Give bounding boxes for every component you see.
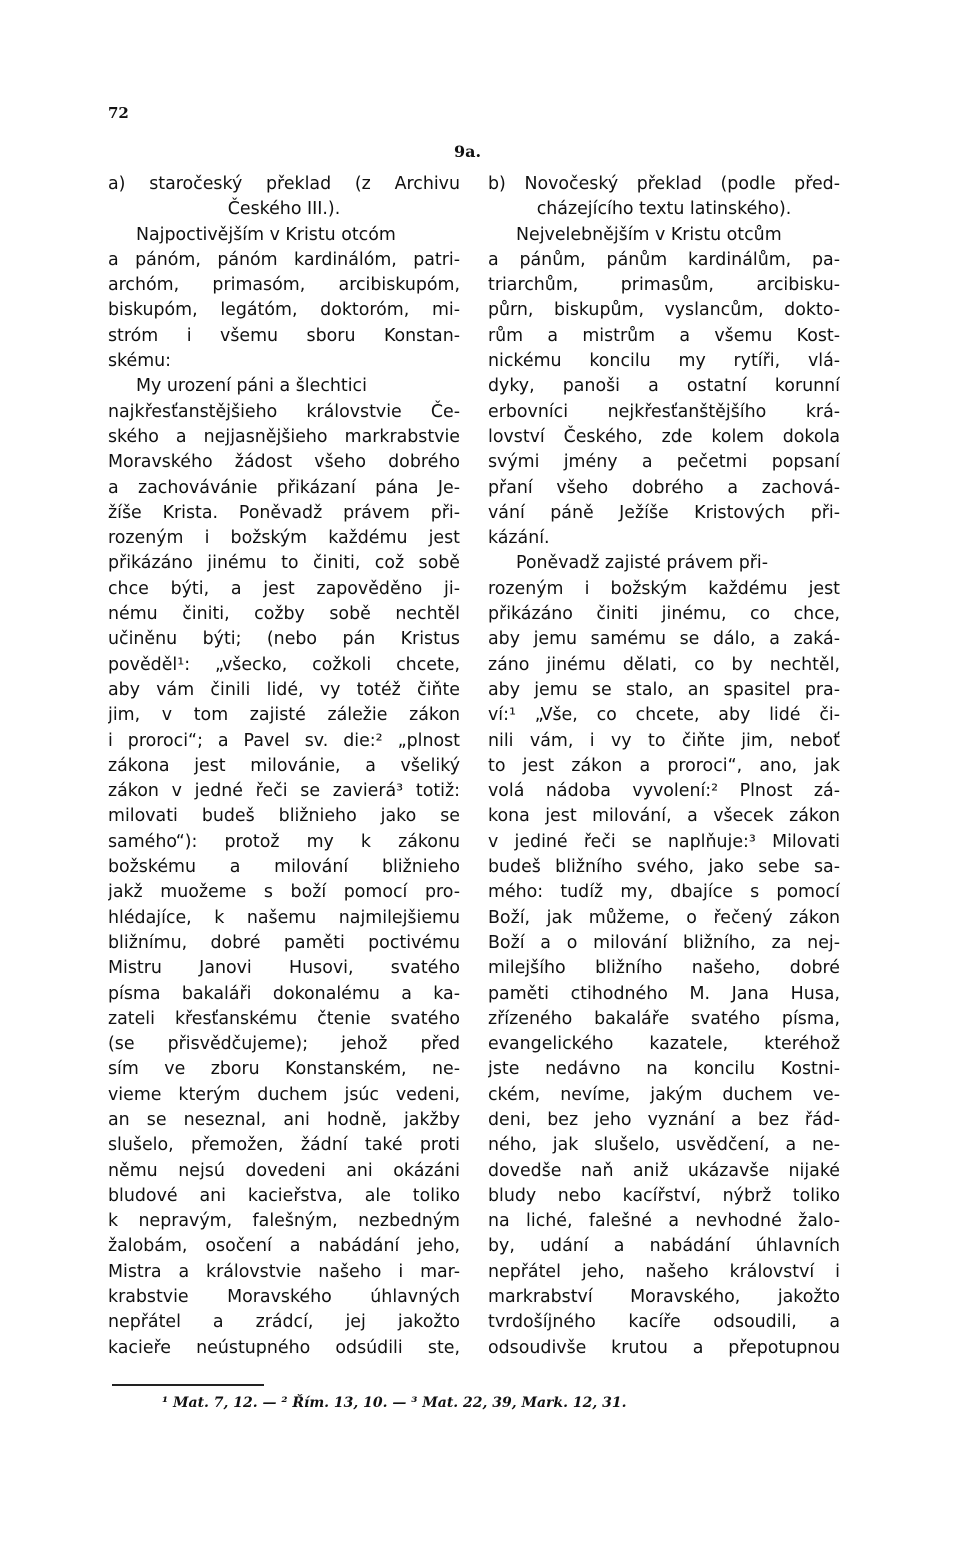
text-line: a pánóm, pánóm kardinálóm, patri- — [108, 249, 460, 270]
text-line: mého: tudíž my, dbajíce s pomocí — [488, 882, 840, 903]
text-line: Boží a o milování bližního, za nej- — [488, 932, 840, 953]
text-line: a zachovávánie přikázaní pána Je- — [108, 477, 460, 498]
page-number: 72 — [108, 104, 129, 122]
text-line: přikázáno činiti jinému, co chce, — [488, 604, 840, 625]
text-line: by, udání a nabádání úhlavních — [488, 1236, 840, 1257]
heading-line: a) staročeský překlad (z Archivu — [108, 174, 460, 194]
text-line: záno jinému dělati, co by nechtěl, — [488, 654, 840, 675]
text-line: ví:¹ „Vše, co chcete, aby lidé či- — [488, 705, 840, 726]
left-column — [108, 172, 460, 1361]
text-line: najkřesťanstějšieho královstvie Če- — [108, 401, 460, 422]
text-line: zateli křesťanskému čtenie svatého — [108, 1008, 460, 1029]
text-line: nili vám, i vy to čiňte jim, neboť — [488, 730, 840, 751]
text-line: kacieře neústupného odsúdili ste, — [108, 1337, 460, 1358]
text-line: a pánům, pánům kardinálům, pa- — [488, 249, 840, 270]
text-line: chce býti, a jest zapověděno ji- — [108, 578, 460, 599]
text-line: samého“): protož my k zákonu — [108, 831, 460, 852]
text-line: jim, v tom zajisté záležie zákon — [108, 705, 460, 726]
text-line: bludové ani kacieřstva, ale toliko — [108, 1185, 460, 1206]
text-line: jste nedávno na koncilu Kostni- — [488, 1059, 840, 1080]
heading-line: cházejícího textu latinského). — [536, 199, 792, 220]
text-line: skému: — [108, 351, 172, 372]
text-line: deni, bez jeho vyznání a bez řád- — [488, 1109, 840, 1130]
heading-line: Českého III.). — [227, 199, 341, 220]
text-line: půrn, biskupům, vyslancům, dokto- — [488, 300, 840, 321]
text-line: nepřátel a zrádcí, jej jakožto — [108, 1312, 460, 1333]
text-line: Najpoctivějším v Kristu otcóm — [136, 224, 396, 245]
text-line: paměti ctihodného M. Jana Husa, — [488, 983, 840, 1004]
text-line: (se přisvědčujeme); jehož před — [108, 1034, 460, 1055]
text-line: přikázáno jinému to činiti, což sobě — [108, 553, 460, 574]
text-line: My urození páni a šlechtici — [136, 376, 367, 397]
text-line: odsoudivše krutou a přepotupnou — [488, 1337, 840, 1358]
text-line: tvrdošíjného kacíře odsoudili, a — [488, 1312, 840, 1333]
text-line: ského a nejjasnějšieho markrabstvie — [108, 426, 460, 447]
text-line: pověděl¹: „všecko, cožkoli chcete, — [108, 654, 460, 675]
text-line: Mistru Janovi Husovi, svatého — [108, 958, 460, 979]
text-line: žalobám, osočení a nabádání jeho, — [108, 1236, 460, 1257]
text-line: evangelického kazatele, kteréhož — [488, 1034, 840, 1055]
text-line: aby jemu samému se dálo, a zaká- — [488, 629, 840, 650]
text-line: zákona jest milovánie, a všeliký — [108, 755, 460, 776]
text-line: svými jmény a pečetmi popsaní — [488, 452, 840, 473]
text-line: zřízeného bakaláře svatého písma, — [488, 1008, 840, 1029]
text-line: archóm, primasóm, arcibiskupóm, — [108, 275, 460, 296]
right-column — [488, 172, 840, 1361]
text-line: Boží, jak můžeme, o řečený zákon — [488, 907, 840, 928]
text-line: biskupóm, legátóm, doktoróm, mi- — [108, 300, 460, 321]
text-line: božskému a milování bližnieho — [108, 857, 460, 878]
text-line: triarchům, primasům, arcibisku- — [488, 275, 840, 296]
text-line: ckém, nevíme, jakým duchem ve- — [488, 1084, 840, 1105]
text-line: Poněvadž zajisté právem při- — [516, 553, 769, 574]
text-line: přaní všeho dobrého a zachová- — [488, 477, 840, 498]
text-line: rům a mistrům a všemu Kost- — [488, 325, 840, 346]
text-line: nému činiti, cožby sobě nechtěl — [108, 604, 460, 625]
text-line: dovedše naň aniž ukázavše nijaké — [488, 1160, 840, 1181]
text-line: aby jemu se stalo, an spasitel pra- — [488, 679, 840, 700]
text-line: to jest zákon a proroci“, ano, jak — [488, 755, 840, 776]
text-line: němu nejsú dovedeni ani okázáni — [108, 1160, 460, 1181]
text-line: lovství Českého, zde kolem dokola — [488, 426, 840, 447]
text-line: vání páně Ježíše Kristových při- — [488, 502, 840, 523]
text-line: erbovníci nejkřesťanštějšího krá- — [488, 401, 840, 422]
text-line: kázání. — [488, 528, 550, 549]
text-line: zákon v jedné řeči se zavierá³ totiž: — [108, 781, 460, 802]
text-line: žíše Krista. Poněvadž právem při- — [108, 502, 460, 523]
text-line: stróm i všemu sboru Konstan- — [108, 325, 460, 346]
text-line: an se neseznal, ani hodně, jakžby — [108, 1109, 460, 1130]
text-line: slušelo, přemožen, žádní také proti — [108, 1135, 460, 1156]
text-line: vieme kterým duchem jsúc vedeni, — [108, 1084, 460, 1105]
text-line: markrabství Moravského, jakožto — [488, 1287, 840, 1308]
text-line: sím ve zboru Konstanském, ne- — [108, 1059, 460, 1080]
text-line: na liché, falešné a nevhodné žalo- — [488, 1211, 840, 1232]
footnote-rule — [112, 1384, 264, 1386]
text-line: rozeným i božským každému jest — [488, 578, 840, 599]
text-line: Nejvelebnějším v Kristu otcům — [516, 224, 782, 245]
text-line: krabstvie Moravského úhlavných — [108, 1287, 460, 1308]
text-line: nickému koncilu my rytíři, vlá- — [488, 351, 840, 372]
text-line: ného, jak slušelo, usvědčení, a ne- — [488, 1135, 840, 1156]
document-number: 9a. — [454, 142, 482, 161]
text-line: písma bakaláři dokonalému a ka- — [108, 983, 460, 1004]
text-line: milejšího bližního našeho, dobré — [488, 958, 840, 979]
footnotes: ¹ Mat. 7, 12. — ² Řím. 13, 10. — ³ Mat. 22, 39, Mark. 12, 31. — [162, 1395, 627, 1411]
text-line: jakž muožeme s boží pomocí pro- — [108, 882, 460, 903]
text-line: aby vám činili lidé, vy totéž čiňte — [108, 679, 460, 700]
text-line: Mistra a královstvie našeho i mar- — [108, 1261, 460, 1282]
text-line: kona jest milování, a všecek zákon — [488, 806, 840, 827]
text-line: dyky, panoši a ostatní korunní — [488, 376, 840, 397]
text-line: i proroci“; a Pavel sv. die:² „plnost — [108, 730, 460, 751]
heading-line: b) Novočeský překlad (podle před- — [488, 174, 840, 194]
text-line: rozeným i božským každému jest — [108, 528, 460, 549]
text-line: Moravského žádost všeho dobrého — [108, 452, 460, 473]
text-line: v jediné řeči se naplňuje:³ Milovati — [488, 831, 840, 852]
text-line: budeš bližního svého, jako sebe sa- — [488, 857, 840, 878]
text-line: bludy nebo kacířství, nýbrž toliko — [488, 1185, 840, 1206]
text-line: bližnímu, dobré paměti poctivému — [108, 932, 460, 953]
text-line: volá nádoba vyvolení:² Plnost zá- — [488, 781, 840, 802]
text-line: nepřátel jeho, našeho království i — [488, 1261, 840, 1282]
text-line: milovati budeš bližnieho jako se — [108, 806, 460, 827]
text-line: hlédajíce, k našemu najmilejšiemu — [108, 907, 460, 928]
text-line: k nepravým, falešným, nezbedným — [108, 1211, 460, 1232]
text-line: učiněnu býti; (nebo pán Kristus — [108, 629, 460, 650]
